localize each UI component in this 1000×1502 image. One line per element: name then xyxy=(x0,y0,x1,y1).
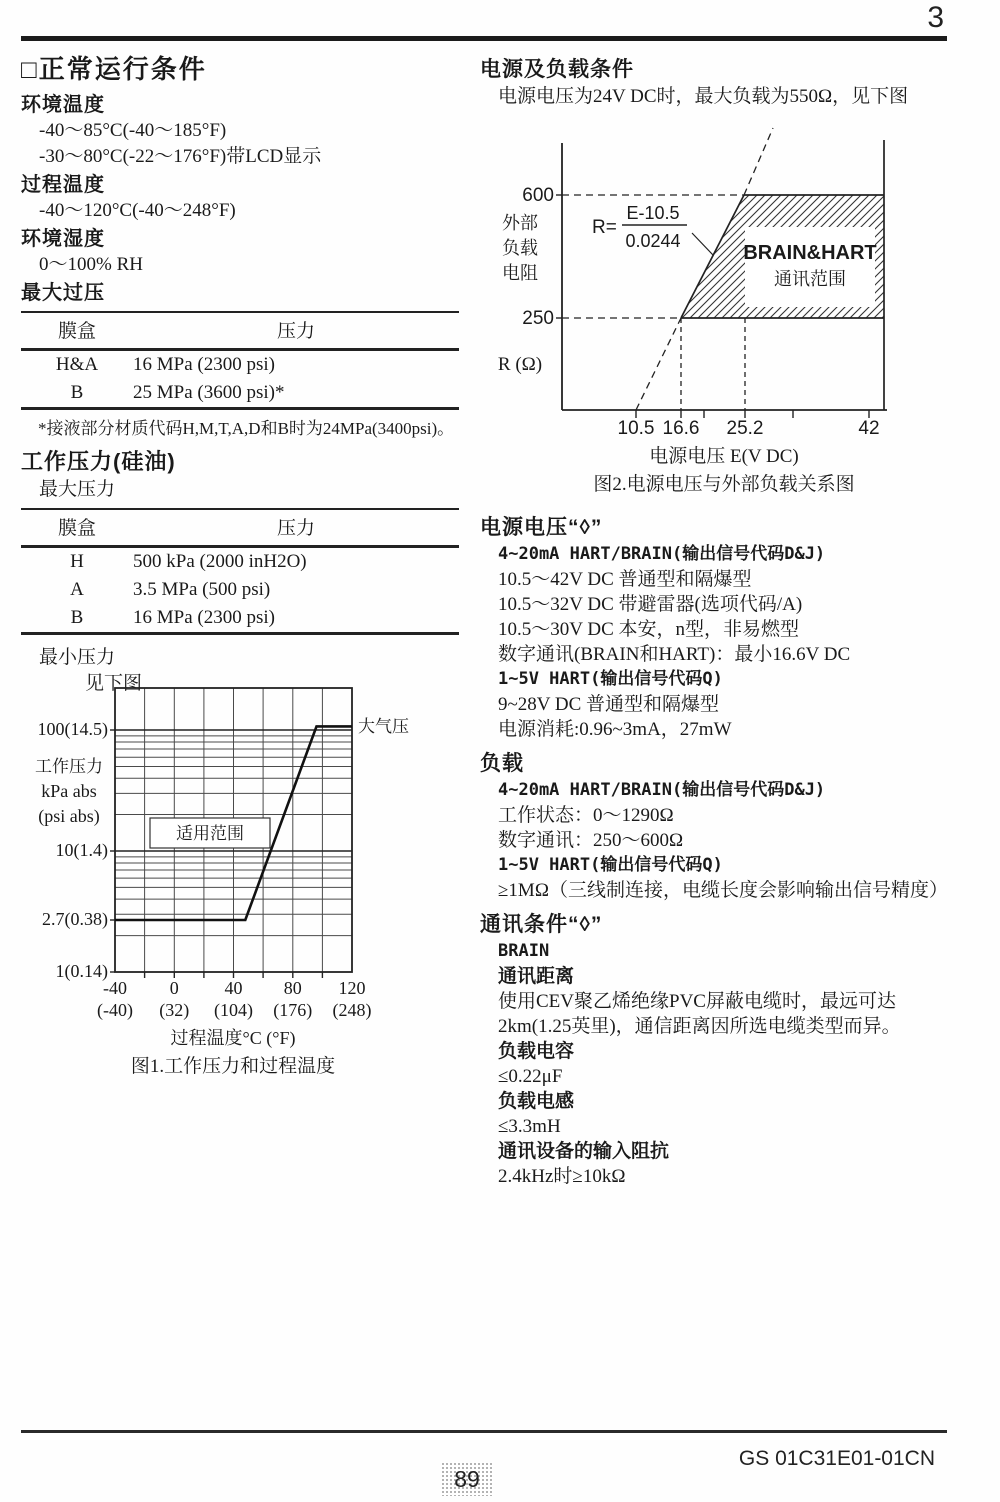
fig1-xtick: -40 xyxy=(103,978,127,998)
table-row xyxy=(21,576,459,604)
heading-supply-voltage: 电源电压“◊” xyxy=(480,516,603,539)
cell-capsule: B xyxy=(70,382,84,403)
fig2-formula-lhs: R= xyxy=(592,217,617,238)
table-row xyxy=(21,350,459,380)
fig2-region-label-line2: 通讯范围 xyxy=(774,269,846,289)
fig1-xtick: 0 xyxy=(169,978,179,998)
cell-pressure: 16 MPa (2300 psi) xyxy=(133,354,275,375)
col-header-capsule: 膜盒 xyxy=(21,509,133,547)
cell-pressure: 3.5 MPa (500 psi) xyxy=(133,579,271,600)
comm-input-impedance-value: 2.4kHz时≥10kΩ xyxy=(498,1166,626,1187)
fig1-axis-ticks xyxy=(110,730,322,978)
min-pressure-label: 最小压力 xyxy=(39,647,116,668)
see-figure-label: 见下图 xyxy=(85,673,143,694)
table-footnote: *接液部分材质代码H,M,T,A,D和B时为24MPa(3400psi)。 xyxy=(38,419,455,438)
heading-power-and-load: 电源及负载条件 xyxy=(480,58,634,81)
page-number-badge xyxy=(441,1462,493,1496)
supply-line: 10.5～32V DC 带避雷器(选项代码/A) xyxy=(498,594,803,615)
table-row xyxy=(21,379,459,409)
supply-line: 数字通讯(BRAIN和HART)：最小16.6V DC xyxy=(498,644,851,665)
supply-line: 10.5～42V DC 普通型和隔爆型 xyxy=(498,569,752,590)
footer-rule xyxy=(21,1430,947,1433)
power-intro-line: 电源电压为24V DC时，最大负载为550Ω，见下图 xyxy=(498,86,909,107)
load-inductance-value: ≤3.3mH xyxy=(498,1116,561,1137)
fig2-formula-pointer xyxy=(692,233,713,255)
heading-ambient-humidity: 环境湿度 xyxy=(21,228,105,250)
right-column-main xyxy=(480,512,948,1189)
figure2-supply-voltage-load-chart xyxy=(480,112,948,497)
fig2-region-label-box xyxy=(745,227,875,307)
load-line-output-code: 1~5V HART(输出信号代码Q) xyxy=(498,855,723,875)
fig1-applicable-range-label: 适用范围 xyxy=(176,824,244,843)
cell-capsule: B xyxy=(70,607,84,628)
figure1-working-pressure-chart xyxy=(20,682,460,1082)
fig2-formula-denominator: 0.0244 xyxy=(625,231,681,251)
fig1-xtick-f: (-40) xyxy=(97,1000,133,1020)
fig1-xtick-f: (248) xyxy=(332,1000,372,1020)
fig2-xaxis-title: 电源电压 E(V DC) xyxy=(649,446,799,467)
fig1-ytick: 2.7(0.38) xyxy=(42,909,108,929)
table-row xyxy=(21,547,459,577)
fig2-ylabel: 电阻 xyxy=(502,263,538,283)
supply-line: 10.5～30V DC 本安，n型，非易燃型 xyxy=(498,619,800,640)
fig1-atmosphere-label: 大气压 xyxy=(358,717,409,736)
fig1-xtick-f: (32) xyxy=(159,1000,190,1020)
fig2-ytick: 250 xyxy=(522,308,554,329)
fig1-xaxis-title: 过程温度°C (°F) xyxy=(170,1028,296,1048)
table-row xyxy=(21,604,459,634)
table-header-row xyxy=(21,509,459,547)
left-column xyxy=(21,52,459,697)
heading-process-temperature: 过程温度 xyxy=(21,174,105,196)
fig1-xtick-f: (176) xyxy=(273,1000,313,1020)
ambient-temp-line: -30～80°C(-22～176°F)带LCD显示 xyxy=(39,146,322,167)
top-rule xyxy=(21,36,947,41)
fig2-ylabel: 外部 xyxy=(502,213,538,233)
fig2-caption: 图2.电源电压与外部负载关系图 xyxy=(593,474,855,495)
supply-line-output-code: 4~20mA HART/BRAIN(输出信号代码D&J) xyxy=(498,544,826,564)
fig2-xtick: 16.6 xyxy=(662,418,700,439)
process-temp-line: -40～120°C(-40～248°F) xyxy=(39,200,236,221)
fig2-xtick: 25.2 xyxy=(726,418,764,439)
supply-line-output-code: 1~5V HART(输出信号代码Q) xyxy=(498,669,723,689)
cell-pressure: 16 MPa (2300 psi) xyxy=(133,607,275,628)
load-line: 工作状态：0～1290Ω xyxy=(498,805,674,826)
heading-load-capacitance: 负载电容 xyxy=(498,1041,575,1062)
cell-pressure: 25 MPa (3600 psi)* xyxy=(133,382,285,403)
fig1-xtick: 120 xyxy=(338,978,366,998)
document-code: GS 01C31E01-01CN xyxy=(738,1447,935,1470)
fig2-formula-numerator: E-10.5 xyxy=(626,203,680,223)
cell-capsule: A xyxy=(70,579,84,600)
col-header-capsule: 膜盒 xyxy=(21,312,133,350)
cell-capsule: H xyxy=(70,551,84,572)
working-pressure-table xyxy=(21,508,459,635)
cell-capsule: H&A xyxy=(55,354,99,375)
fig1-ytick: 1(0.14) xyxy=(55,961,108,981)
overpressure-table xyxy=(21,311,459,410)
heading-working-pressure: 工作压力(硅油) xyxy=(21,449,176,474)
fig1-ytick: 10(1.4) xyxy=(55,840,108,860)
comm-brain-label: BRAIN xyxy=(498,941,550,961)
heading-comm-conditions: 通讯条件“◊” xyxy=(480,913,603,936)
load-line: 数字通讯：250～600Ω xyxy=(498,830,684,851)
heading-load-inductance: 负载电感 xyxy=(498,1091,575,1112)
humidity-line: 0～100% RH xyxy=(39,254,143,275)
fig1-xtick: 40 xyxy=(224,978,243,998)
heading-comm-distance: 通讯距离 xyxy=(498,966,575,987)
heading-max-overpressure: 最大过压 xyxy=(21,282,105,304)
load-line: ≥1MΩ（三线制连接，电缆长度会影响输出信号精度） xyxy=(498,880,948,901)
fig2-y-unit-label: R (Ω) xyxy=(497,354,543,375)
ambient-temp-line: -40～85°C(-40～185°F) xyxy=(39,120,227,141)
fig2-xtick: 42 xyxy=(858,418,880,439)
table-header-row xyxy=(21,312,459,350)
cell-pressure: 500 kPa (2000 inH2O) xyxy=(133,551,307,572)
fig1-xtick-f: (104) xyxy=(214,1000,253,1020)
fig2-xtick: 10.5 xyxy=(617,418,655,439)
fig1-ylabel: kPa abs xyxy=(41,781,97,801)
col-header-pressure: 压力 xyxy=(133,312,459,350)
col-header-pressure: 压力 xyxy=(133,509,459,547)
right-column-top xyxy=(480,54,948,110)
fig1-caption: 图1.工作压力和过程温度 xyxy=(130,1056,336,1077)
supply-line: 电源消耗:0.96~3mA，27mW xyxy=(498,719,732,740)
load-line-output-code: 4~20mA HART/BRAIN(输出信号代码D&J) xyxy=(498,780,826,800)
fig2-ylabel: 负载 xyxy=(502,238,538,258)
comm-distance-text: 使用CEV聚乙烯绝缘PVC屏蔽电缆时，最远可达2km(1.25英里)，通信距离因所选电缆类型而异。 xyxy=(498,991,901,1037)
fig1-ylabel: (psi abs) xyxy=(38,806,100,826)
section-title-normal-operating-conditions: □正常运行条件 xyxy=(21,54,207,84)
heading-load: 负载 xyxy=(480,752,524,775)
load-capacitance-value: ≤0.22μF xyxy=(498,1066,563,1087)
fig2-region-label-line1: BRAIN&HART xyxy=(743,242,877,264)
fig1-ytick: 100(14.5) xyxy=(37,719,108,739)
supply-line: 9~28V DC 普通型和隔爆型 xyxy=(498,694,720,715)
top-page-number: 3 xyxy=(927,1,944,34)
page-number: 89 xyxy=(454,1465,480,1492)
heading-ambient-temperature: 环境温度 xyxy=(21,94,105,116)
fig1-xtick: 80 xyxy=(283,978,302,998)
fig2-ytick: 600 xyxy=(522,185,554,206)
max-pressure-label: 最大压力 xyxy=(39,479,116,500)
fig1-ylabel: 工作压力 xyxy=(35,757,103,776)
heading-comm-input-impedance: 通讯设备的输入阻抗 xyxy=(498,1141,670,1162)
